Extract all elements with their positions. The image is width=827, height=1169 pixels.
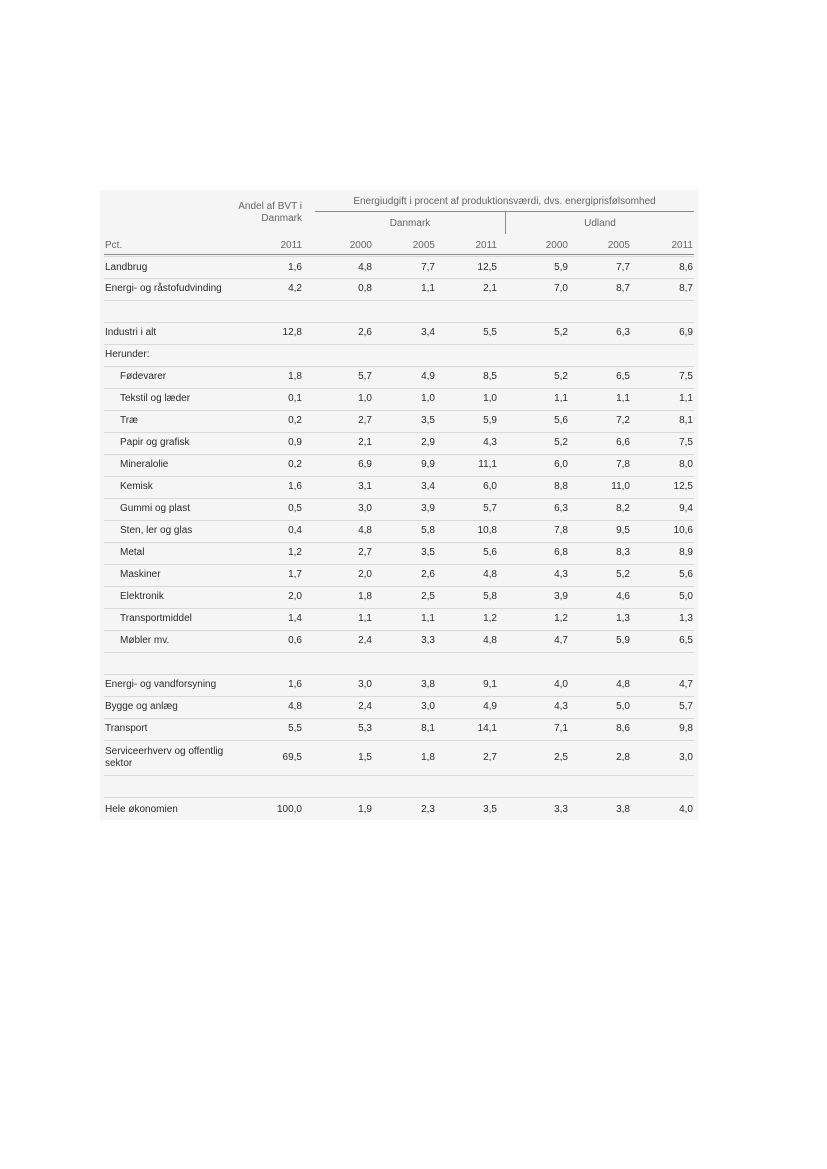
- value-cell: 3,5: [421, 415, 435, 426]
- group-header-udland: Udland: [584, 218, 616, 229]
- row-separator: [104, 454, 694, 455]
- value-cell: 1,5: [358, 752, 372, 763]
- unit-label: Pct.: [105, 240, 123, 251]
- value-cell: 1,0: [483, 393, 497, 404]
- row-label: Tekstil og læder: [120, 393, 191, 404]
- row-separator: [104, 674, 694, 675]
- value-cell: 1,0: [421, 393, 435, 404]
- value-cell: 8,6: [616, 723, 630, 734]
- value-cell: 9,1: [483, 679, 497, 690]
- value-cell: 0,4: [288, 525, 302, 536]
- value-cell: 4,9: [483, 701, 497, 712]
- value-cell: 1,9: [358, 804, 372, 815]
- value-cell: 69,5: [282, 752, 302, 763]
- value-cell: 8,5: [483, 371, 497, 382]
- value-cell: 8,9: [679, 547, 693, 558]
- value-cell: 12,5: [477, 262, 497, 273]
- value-cell: 2,3: [421, 804, 435, 815]
- value-cell: 3,0: [358, 679, 372, 690]
- share-column-header: Andel af BVT i Danmark: [238, 201, 302, 224]
- value-cell: 3,9: [421, 503, 435, 514]
- row-separator: [104, 410, 694, 411]
- value-cell: 4,0: [679, 804, 693, 815]
- row-separator: [104, 476, 694, 477]
- value-cell: 1,2: [483, 613, 497, 624]
- value-cell: 4,3: [554, 701, 568, 712]
- value-cell: 1,7: [288, 569, 302, 580]
- row-label: Landbrug: [105, 262, 148, 273]
- row-separator: [104, 630, 694, 631]
- value-cell: 12,5: [673, 481, 693, 492]
- value-cell: 4,3: [554, 569, 568, 580]
- value-cell: 1,1: [421, 283, 435, 294]
- value-cell: 3,5: [483, 804, 497, 815]
- value-cell: 8,3: [616, 547, 630, 558]
- value-cell: 1,3: [616, 613, 630, 624]
- value-cell: 2,7: [358, 415, 372, 426]
- row-separator: [104, 696, 694, 697]
- value-cell: 0,2: [288, 459, 302, 470]
- row-separator: [104, 740, 694, 741]
- value-cell: 2,1: [483, 283, 497, 294]
- value-cell: 4,0: [554, 679, 568, 690]
- row-separator: [104, 520, 694, 521]
- row-separator: [104, 652, 694, 653]
- group-header-danmark: Danmark: [389, 218, 431, 229]
- value-cell: 1,8: [421, 752, 435, 763]
- row-label: Transportmiddel: [120, 613, 192, 624]
- row-label: Møbler mv.: [120, 635, 170, 646]
- value-cell: 2,4: [358, 635, 372, 646]
- value-cell: 5,6: [483, 547, 497, 558]
- row-separator: [104, 256, 694, 257]
- year-header: 2000: [545, 240, 568, 251]
- value-cell: 1,1: [616, 393, 630, 404]
- value-cell: 8,1: [421, 723, 435, 734]
- energy-column-header: Energiudgift i procent af produktionsværdi, dvs. energiprisfølsomhed: [353, 196, 656, 207]
- value-cell: 11,1: [478, 459, 497, 470]
- value-cell: 3,9: [554, 591, 568, 602]
- row-label: Energi- og råstofudvinding: [105, 283, 222, 294]
- value-cell: 2,5: [421, 591, 435, 602]
- value-cell: 0,1: [288, 393, 302, 404]
- value-cell: 7,5: [679, 371, 693, 382]
- value-cell: 7,8: [616, 459, 630, 470]
- value-cell: 0,6: [288, 635, 302, 646]
- value-cell: 1,8: [288, 371, 302, 382]
- value-cell: 6,5: [616, 371, 630, 382]
- value-cell: 1,1: [679, 393, 693, 404]
- value-cell: 0,5: [288, 503, 302, 514]
- value-cell: 4,8: [358, 525, 372, 536]
- value-cell: 1,6: [288, 481, 302, 492]
- row-separator: [104, 366, 694, 367]
- row-label: Papir og grafisk: [120, 437, 190, 448]
- value-cell: 1,0: [358, 393, 372, 404]
- value-cell: 5,8: [421, 525, 435, 536]
- value-cell: 5,9: [554, 262, 568, 273]
- row-label: Serviceerhverv og offentlig sektor: [105, 746, 224, 769]
- value-cell: 1,1: [554, 393, 568, 404]
- value-cell: 3,5: [421, 547, 435, 558]
- value-cell: 1,3: [679, 613, 693, 624]
- value-cell: 6,0: [483, 481, 497, 492]
- value-cell: 3,3: [554, 804, 568, 815]
- value-cell: 5,9: [483, 415, 497, 426]
- value-cell: 8,2: [616, 503, 630, 514]
- row-label: Industri i alt: [105, 327, 157, 338]
- year-header: 2011: [475, 240, 497, 251]
- value-cell: 3,4: [421, 481, 435, 492]
- row-label: Træ: [120, 415, 138, 426]
- value-cell: 5,7: [483, 503, 497, 514]
- value-cell: 14,1: [477, 723, 497, 734]
- row-label: Maskiner: [120, 569, 161, 580]
- row-separator: [104, 344, 694, 345]
- row-label: Metal: [120, 547, 145, 558]
- row-label: Bygge og anlæg: [105, 701, 178, 712]
- value-cell: 7,0: [554, 283, 568, 294]
- value-cell: 2,9: [421, 437, 435, 448]
- value-cell: 7,5: [679, 437, 693, 448]
- value-cell: 8,0: [679, 459, 693, 470]
- row-separator: [104, 775, 694, 776]
- value-cell: 10,6: [673, 525, 693, 536]
- value-cell: 9,8: [679, 723, 693, 734]
- year-header: 2005: [607, 240, 630, 251]
- value-cell: 6,3: [554, 503, 568, 514]
- row-label: Hele økonomien: [105, 804, 178, 815]
- year-header: 2011: [280, 240, 302, 251]
- row-label: Gummi og plast: [120, 503, 191, 514]
- header-rule-years: [104, 254, 694, 255]
- value-cell: 6,9: [358, 459, 372, 470]
- value-cell: 1,6: [288, 679, 302, 690]
- value-cell: 4,8: [483, 635, 497, 646]
- value-cell: 9,4: [679, 503, 693, 514]
- value-cell: 8,7: [679, 283, 693, 294]
- value-cell: 4,9: [421, 371, 435, 382]
- year-header: 2000: [349, 240, 372, 251]
- value-cell: 11,0: [611, 481, 630, 492]
- value-cell: 4,8: [616, 679, 630, 690]
- year-header: 2005: [412, 240, 435, 251]
- row-separator: [104, 278, 694, 279]
- value-cell: 5,6: [554, 415, 568, 426]
- row-label: Fødevarer: [120, 371, 167, 382]
- value-cell: 2,6: [358, 327, 372, 338]
- value-cell: 5,2: [616, 569, 630, 580]
- value-cell: 2,0: [358, 569, 372, 580]
- value-cell: 8,6: [679, 262, 693, 273]
- row-separator: [104, 388, 694, 389]
- row-separator: [104, 300, 694, 301]
- value-cell: 4,7: [554, 635, 568, 646]
- value-cell: 6,3: [616, 327, 630, 338]
- row-label: Herunder:: [105, 349, 150, 360]
- value-cell: 6,0: [554, 459, 568, 470]
- row-separator: [104, 432, 694, 433]
- value-cell: 100,0: [276, 804, 302, 815]
- value-cell: 0,2: [288, 415, 302, 426]
- value-cell: 4,8: [483, 569, 497, 580]
- value-cell: 1,1: [421, 613, 435, 624]
- value-cell: 0,8: [358, 283, 372, 294]
- value-cell: 6,5: [679, 635, 693, 646]
- value-cell: 5,2: [554, 371, 568, 382]
- value-cell: 1,4: [288, 613, 302, 624]
- value-cell: 7,8: [554, 525, 568, 536]
- value-cell: 2,8: [616, 752, 630, 763]
- value-cell: 1,8: [358, 591, 372, 602]
- value-cell: 4,2: [288, 283, 302, 294]
- value-cell: 5,6: [679, 569, 693, 580]
- value-cell: 5,2: [554, 327, 568, 338]
- row-label: Transport: [105, 723, 148, 734]
- value-cell: 3,0: [679, 752, 693, 763]
- value-cell: 4,3: [483, 437, 497, 448]
- value-cell: 3,4: [421, 327, 435, 338]
- value-cell: 0,9: [288, 437, 302, 448]
- value-cell: 4,6: [616, 591, 630, 602]
- row-label: Sten, ler og glas: [120, 525, 193, 536]
- value-cell: 3,0: [358, 503, 372, 514]
- value-cell: 3,8: [421, 679, 435, 690]
- value-cell: 6,6: [616, 437, 630, 448]
- row-separator: [104, 718, 694, 719]
- value-cell: 4,8: [288, 701, 302, 712]
- row-label: Energi- og vandforsyning: [105, 679, 217, 690]
- value-cell: 5,0: [616, 701, 630, 712]
- value-cell: 8,8: [554, 481, 568, 492]
- value-cell: 2,7: [483, 752, 497, 763]
- value-cell: 1,6: [288, 262, 302, 273]
- value-cell: 7,7: [616, 262, 630, 273]
- value-cell: 5,5: [483, 327, 497, 338]
- value-cell: 3,3: [421, 635, 435, 646]
- value-cell: 12,8: [282, 327, 302, 338]
- value-cell: 5,7: [358, 371, 372, 382]
- row-separator: [104, 322, 694, 323]
- row-separator: [104, 564, 694, 565]
- value-cell: 5,8: [483, 591, 497, 602]
- value-cell: 3,0: [421, 701, 435, 712]
- row-separator: [104, 498, 694, 499]
- value-cell: 7,2: [616, 415, 630, 426]
- row-separator: [104, 797, 694, 798]
- value-cell: 2,7: [358, 547, 372, 558]
- value-cell: 2,0: [288, 591, 302, 602]
- value-cell: 9,5: [616, 525, 630, 536]
- value-cell: 1,2: [554, 613, 568, 624]
- value-cell: 4,7: [679, 679, 693, 690]
- value-cell: 3,8: [616, 804, 630, 815]
- value-cell: 6,9: [679, 327, 693, 338]
- value-cell: 10,8: [477, 525, 497, 536]
- value-cell: 5,2: [554, 437, 568, 448]
- value-cell: 1,1: [358, 613, 372, 624]
- value-cell: 4,8: [358, 262, 372, 273]
- value-cell: 5,0: [679, 591, 693, 602]
- value-cell: 9,9: [421, 459, 435, 470]
- row-separator: [104, 586, 694, 587]
- value-cell: 2,1: [358, 437, 372, 448]
- row-separator: [104, 542, 694, 543]
- value-cell: 2,5: [554, 752, 568, 763]
- value-cell: 5,3: [358, 723, 372, 734]
- value-cell: 3,1: [358, 481, 372, 492]
- value-cell: 2,6: [421, 569, 435, 580]
- value-cell: 2,4: [358, 701, 372, 712]
- row-label: Kemisk: [120, 481, 153, 492]
- value-cell: 5,7: [679, 701, 693, 712]
- year-header: 2011: [671, 240, 693, 251]
- value-cell: 8,1: [679, 415, 693, 426]
- value-cell: 1,2: [288, 547, 302, 558]
- value-cell: 6,8: [554, 547, 568, 558]
- value-cell: 5,9: [616, 635, 630, 646]
- value-cell: 7,1: [554, 723, 568, 734]
- value-cell: 5,5: [288, 723, 302, 734]
- row-label: Mineralolie: [120, 459, 169, 470]
- row-separator: [104, 608, 694, 609]
- row-label: Elektronik: [120, 591, 164, 602]
- value-cell: 8,7: [616, 283, 630, 294]
- value-cell: 7,7: [421, 262, 435, 273]
